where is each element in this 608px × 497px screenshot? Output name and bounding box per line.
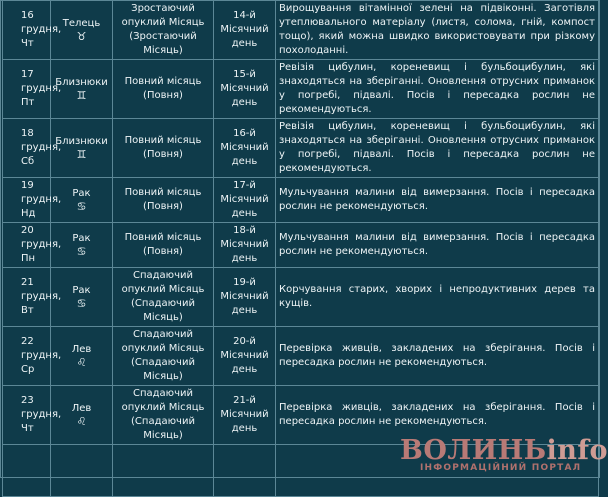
moon-phase-text: (Зростаючий xyxy=(129,31,197,42)
lunar-day-text: 14-й xyxy=(233,10,256,21)
zodiac-name: Лев xyxy=(71,403,92,414)
lunar-day-text: Місячний xyxy=(220,24,269,35)
lunar-day-cell xyxy=(214,60,276,119)
zodiac-name: Близнюки xyxy=(55,77,108,88)
date-text: 18 xyxy=(21,128,34,139)
zodiac-name: Рак xyxy=(72,285,91,296)
lunar-day-cell xyxy=(214,1,276,60)
moon-phase-text: (Спадаючий xyxy=(131,416,195,427)
zodiac-name: Близнюки xyxy=(55,136,108,147)
date-text: 17 xyxy=(21,69,34,80)
lunar-calendar-table xyxy=(2,0,599,497)
moon-phase-text: Зростаючий xyxy=(131,3,195,14)
table-row xyxy=(3,268,599,327)
logo-subtitle: ІНФОРМАЦІЙНИЙ ПОРТАЛ xyxy=(420,463,582,473)
description-cell: Корчування старих, хворих і непродуктивних дерев та кущів. xyxy=(276,268,599,327)
moon-phase-cell xyxy=(113,1,214,60)
description-cell: Ревізія цибулин, кореневищ і бульбоцибулин, які знаходяться на зберіганні. Оновлення отрусних приманок у погребі, підвалі. Посів і пересадка рослин не рекомендуються. xyxy=(276,60,599,119)
zodiac-glyph-icon: ♋ xyxy=(76,297,87,310)
moon-phase-text: Місяць) xyxy=(143,430,183,441)
description-cell: Мульчування малини від вимерзання. Посів і пересадка рослин не рекомендуються. xyxy=(276,178,599,223)
date-text: 19 xyxy=(21,180,34,191)
date-text: 16 xyxy=(21,10,34,21)
lunar-day-cell xyxy=(214,178,276,223)
empty-cell xyxy=(3,445,51,497)
zodiac-glyph-icon: ♋ xyxy=(76,245,87,258)
date-text: Сб xyxy=(21,156,35,167)
moon-phase-cell xyxy=(113,327,214,386)
empty-cell xyxy=(51,445,113,497)
lunar-day-text: Місячний xyxy=(220,350,269,361)
zodiac-name: Рак xyxy=(72,233,91,244)
lunar-day-text: 19-й xyxy=(233,277,256,288)
moon-phase-text: опуклий Місяць xyxy=(121,17,205,28)
logo-suffix-text: info xyxy=(546,435,608,466)
lunar-day-text: день xyxy=(231,38,258,49)
empty-cell xyxy=(214,445,276,497)
moon-phase-text: Повний місяць xyxy=(124,187,202,198)
empty-cell xyxy=(113,445,214,497)
zodiac-cell xyxy=(51,60,113,119)
date-text: грудня, xyxy=(21,194,62,205)
lunar-day-text: 21-й xyxy=(233,395,256,406)
lunar-day-text: Місячний xyxy=(220,83,269,94)
date-cell xyxy=(3,268,62,327)
moon-phase-text: Повний місяць xyxy=(124,135,202,146)
moon-phase-text: опуклий Місяць xyxy=(121,343,205,354)
moon-phase-text: (Спадаючий xyxy=(131,298,195,309)
date-text: грудня, xyxy=(21,24,62,35)
moon-phase-text: Спадаючий xyxy=(132,329,193,340)
date-text: грудня, xyxy=(21,83,62,94)
table-row xyxy=(3,119,599,178)
zodiac-glyph-icon: ♌ xyxy=(76,415,87,428)
table-body xyxy=(3,1,599,497)
date-cell xyxy=(3,60,62,119)
moon-phase-text: Спадаючий xyxy=(132,270,193,281)
lunar-day-text: 16-й xyxy=(233,128,256,139)
lunar-day-cell xyxy=(214,386,276,445)
lunar-day-text: Місячний xyxy=(220,194,269,205)
moon-phase-text: (Повня) xyxy=(143,90,183,101)
moon-phase-text: Спадаючий xyxy=(132,388,193,399)
moon-phase-text: Місяць) xyxy=(143,45,183,56)
moon-phase-cell xyxy=(113,60,214,119)
table-row xyxy=(3,327,599,386)
lunar-day-text: день xyxy=(231,364,258,375)
moon-phase-cell xyxy=(113,268,214,327)
date-text: Чт xyxy=(21,38,34,49)
moon-phase-cell xyxy=(113,119,214,178)
description-cell: Мульчування малини від вимерзання. Посів і пересадка рослин не рекомендуються. xyxy=(276,223,599,268)
zodiac-glyph-icon: ♊ xyxy=(76,89,87,102)
moon-phase-text: Повний місяць xyxy=(124,76,202,87)
moon-phase-cell xyxy=(113,386,214,445)
date-cell xyxy=(3,327,62,386)
date-cell xyxy=(3,386,62,445)
moon-phase-text: (Повня) xyxy=(143,201,183,212)
lunar-day-text: день xyxy=(231,253,258,264)
description-cell: Перевірка живців, закладених на зберігання. Посів і пересадка рослин не рекомендуються. xyxy=(276,327,599,386)
date-text: Нд xyxy=(21,208,36,219)
lunar-day-text: день xyxy=(231,156,258,167)
moon-phase-text: Місяць) xyxy=(143,371,183,382)
date-text: 23 xyxy=(21,395,34,406)
lunar-day-text: 18-й xyxy=(233,225,256,236)
moon-phase-text: Повний місяць xyxy=(124,232,202,243)
zodiac-glyph-icon: ♉ xyxy=(76,30,87,43)
zodiac-name: Телець xyxy=(62,18,101,29)
lunar-day-text: 17-й xyxy=(233,180,256,191)
moon-phase-text: опуклий Місяць xyxy=(121,284,205,295)
logo-main-text: ВОЛИНЬ xyxy=(400,435,547,466)
lunar-day-cell xyxy=(214,268,276,327)
date-text: грудня, xyxy=(21,350,62,361)
date-cell xyxy=(3,119,62,178)
date-text: 22 xyxy=(21,336,34,347)
description-cell: Вирощування вітамінної зелені на підвіконні. Заготівля утеплювального матеріалу (листя, солома, гній, компост тощо), який можна швидко використовувати при різкому похолоданні. xyxy=(276,1,599,60)
zodiac-name: Лев xyxy=(71,344,92,355)
date-text: грудня, xyxy=(21,239,62,250)
lunar-day-text: день xyxy=(231,305,258,316)
moon-phase-cell xyxy=(113,178,214,223)
lunar-day-text: день xyxy=(231,208,258,219)
description-cell: Перевірка живців, закладених на зберігання. Посів і пересадка рослин не рекомендуються. xyxy=(276,386,599,445)
moon-phase-cell xyxy=(113,223,214,268)
lunar-day-cell xyxy=(214,223,276,268)
date-text: 21 xyxy=(21,277,34,288)
date-text: Ср xyxy=(21,364,35,375)
zodiac-cell xyxy=(51,119,113,178)
date-text: грудня, xyxy=(21,409,62,420)
lunar-day-cell xyxy=(214,327,276,386)
date-text: грудня, xyxy=(21,291,62,302)
table-row xyxy=(3,60,599,119)
date-text: Чт xyxy=(21,423,34,434)
lunar-day-text: день xyxy=(231,423,258,434)
zodiac-glyph-icon: ♋ xyxy=(76,200,87,213)
lunar-day-text: Місячний xyxy=(220,239,269,250)
date-text: Пн xyxy=(21,253,36,264)
lunar-day-text: Місячний xyxy=(220,291,269,302)
lunar-day-cell xyxy=(214,119,276,178)
site-logo[interactable] xyxy=(400,435,608,475)
lunar-day-text: день xyxy=(231,97,258,108)
moon-phase-text: (Повня) xyxy=(143,149,183,160)
date-text: 20 xyxy=(21,225,34,236)
table-row xyxy=(3,1,599,60)
moon-phase-text: опуклий Місяць xyxy=(121,402,205,413)
zodiac-glyph-icon: ♌ xyxy=(76,356,87,369)
moon-phase-text: (Повня) xyxy=(143,246,183,257)
lunar-day-text: 15-й xyxy=(233,69,256,80)
description-cell: Ревізія цибулин, кореневищ і бульбоцибулин, які знаходяться на зберіганні. Оновлення отрусних приманок у погребі, підвалі. Посів і пересадка рослин не рекомендуються. xyxy=(276,119,599,178)
date-text: Пт xyxy=(21,97,35,108)
date-text: Вт xyxy=(21,305,34,316)
lunar-day-text: Місячний xyxy=(220,409,269,420)
zodiac-name: Рак xyxy=(72,188,91,199)
table-row xyxy=(3,223,599,268)
date-cell xyxy=(3,223,62,268)
date-cell xyxy=(3,178,62,223)
lunar-day-text: Місячний xyxy=(220,142,269,153)
lunar-day-text: 20-й xyxy=(233,336,256,347)
moon-phase-text: (Спадаючий xyxy=(131,357,195,368)
date-text: грудня, xyxy=(21,142,62,153)
zodiac-glyph-icon: ♊ xyxy=(76,148,87,161)
table-row xyxy=(3,178,599,223)
moon-phase-text: Місяць) xyxy=(143,312,183,323)
date-cell xyxy=(3,1,62,60)
logo-wordmark xyxy=(400,437,608,465)
